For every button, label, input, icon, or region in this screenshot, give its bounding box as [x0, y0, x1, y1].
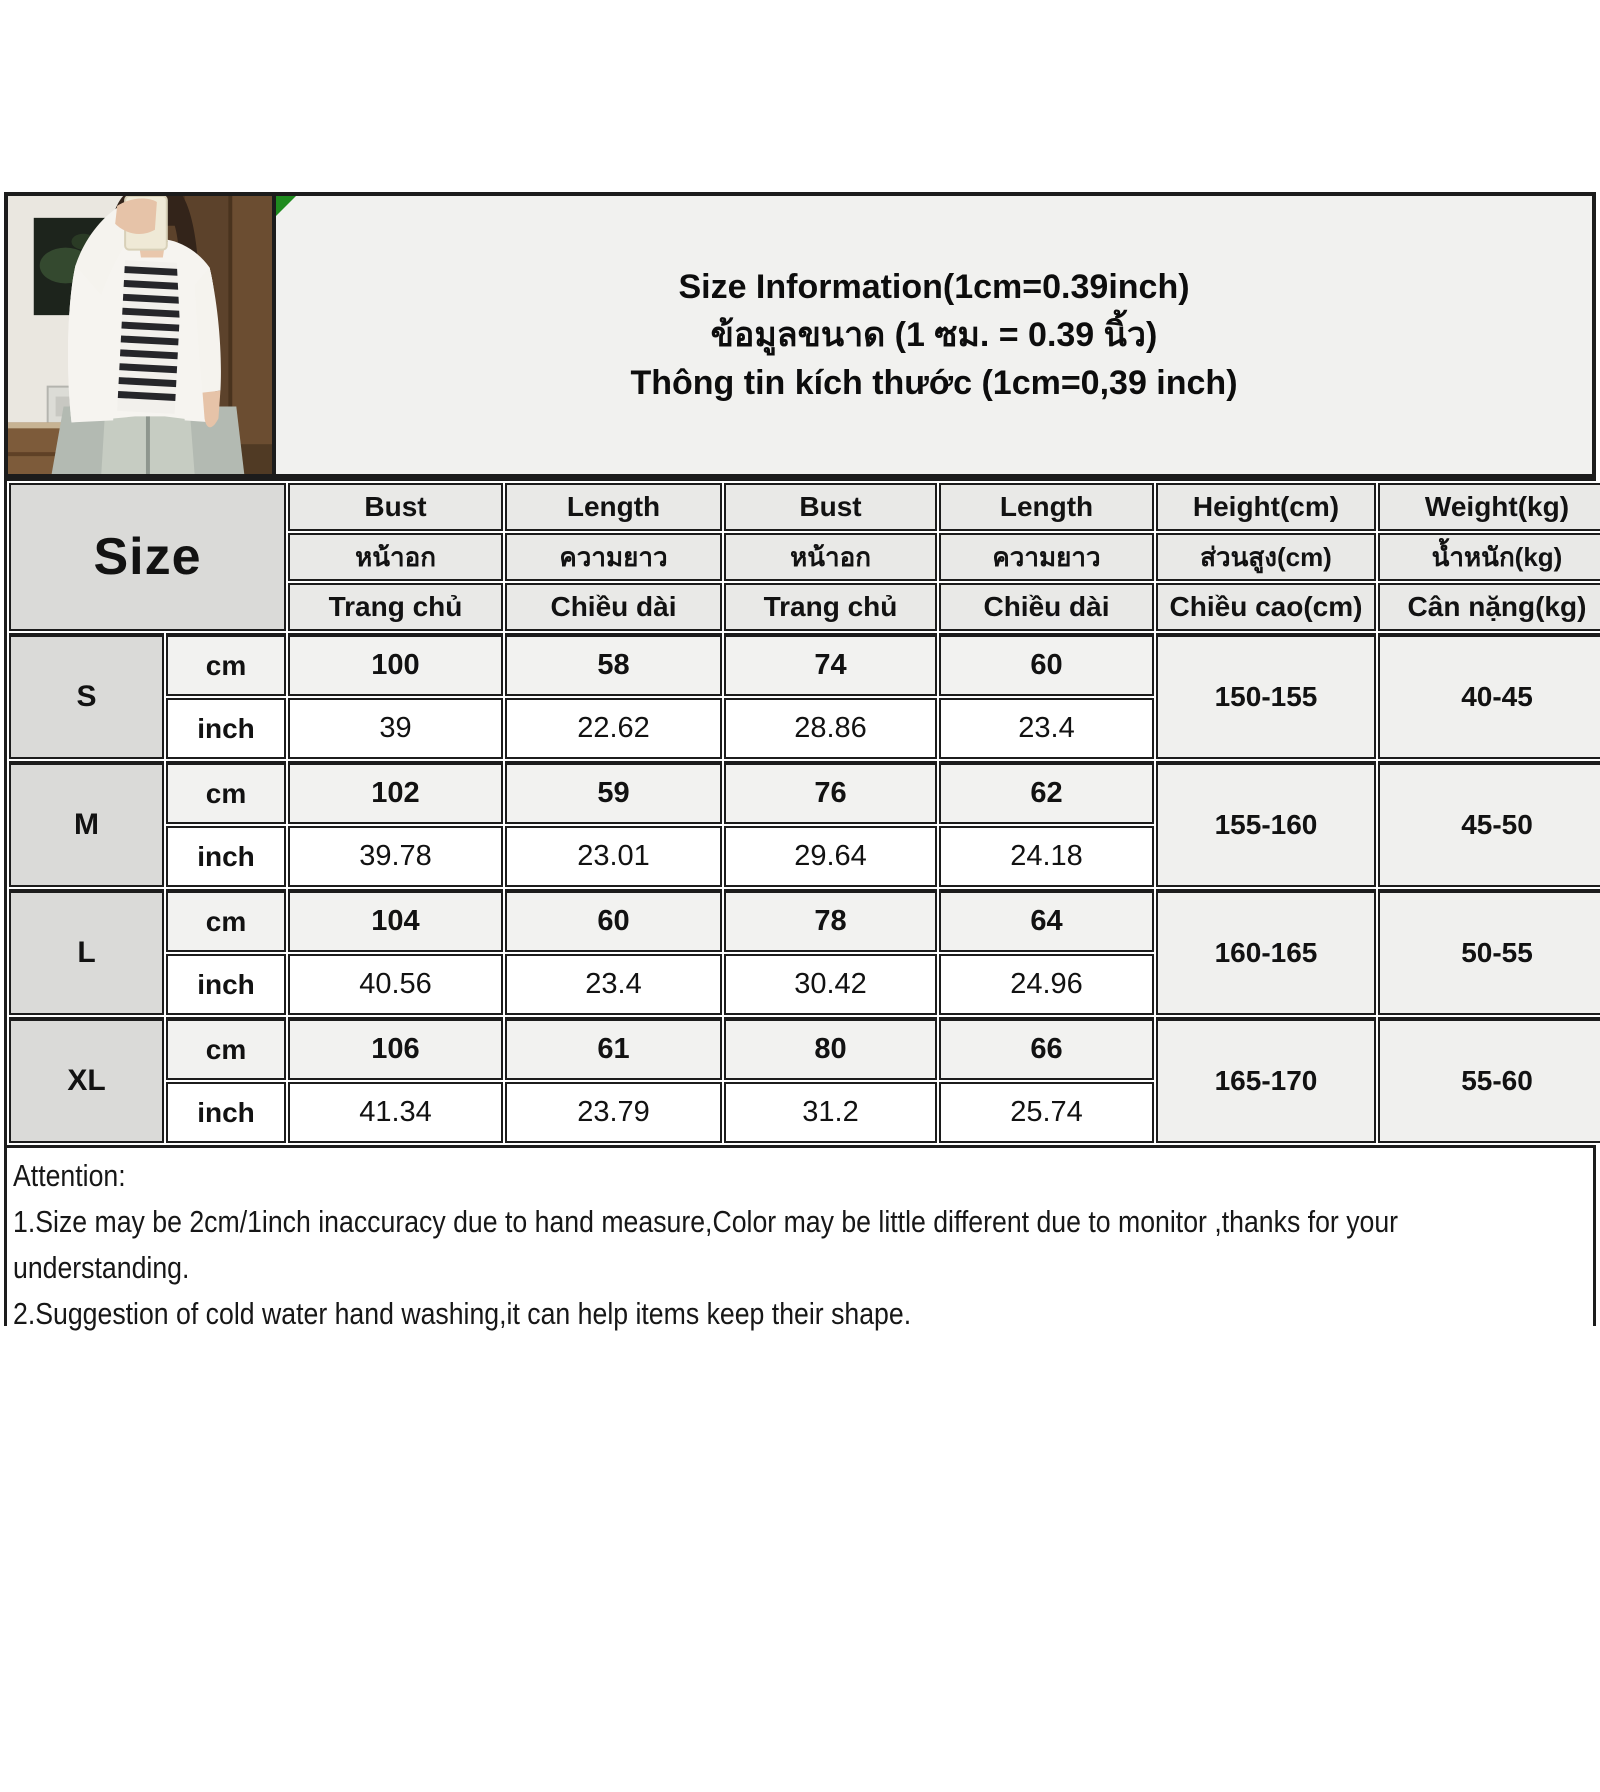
xl-inch-bust1: 41.34 — [288, 1082, 503, 1143]
l-unit-cm: cm — [166, 889, 286, 952]
product-photo — [4, 192, 276, 478]
m-cm-bust2: 76 — [724, 761, 937, 824]
size-table — [7, 481, 1600, 1145]
m-inch-length2: 24.18 — [939, 826, 1154, 887]
product-photo-illustration — [8, 196, 272, 474]
l-inch-bust2: 30.42 — [724, 954, 937, 1015]
l-cm-length1: 60 — [505, 889, 722, 952]
m-inch-bust1: 39.78 — [288, 826, 503, 887]
s-unit-cm: cm — [166, 633, 286, 696]
s-height: 150-155 — [1156, 633, 1376, 759]
s-cm-length1: 58 — [505, 633, 722, 696]
xl-cm-length1: 61 — [505, 1017, 722, 1080]
l-cm-bust1: 104 — [288, 889, 503, 952]
attention-title: Attention: — [13, 1158, 126, 1193]
m-cm-bust1: 102 — [288, 761, 503, 824]
m-weight: 45-50 — [1378, 761, 1600, 887]
xl-unit-inch: inch — [166, 1082, 286, 1143]
l-inch-bust1: 40.56 — [288, 954, 503, 1015]
row-xl-cm — [9, 1017, 1600, 1080]
attention-note-2: 2.Suggestion of cold water hand washing,it can help items keep their shape. — [13, 1296, 912, 1331]
row-s-cm — [9, 633, 1600, 696]
s-inch-length1: 22.62 — [505, 698, 722, 759]
size-l: L — [9, 889, 164, 1015]
xl-inch-length1: 23.79 — [505, 1082, 722, 1143]
m-unit-inch: inch — [166, 826, 286, 887]
l-height: 160-165 — [1156, 889, 1376, 1015]
col-bust2-th: หน้าอก — [724, 533, 937, 581]
xl-inch-length2: 25.74 — [939, 1082, 1154, 1143]
l-inch-length2: 24.96 — [939, 954, 1154, 1015]
xl-weight: 55-60 — [1378, 1017, 1600, 1143]
col-bust1-th: หน้าอก — [288, 533, 503, 581]
col-weight-th: น้ำหนัก(kg) — [1378, 533, 1600, 581]
xl-height: 165-170 — [1156, 1017, 1376, 1143]
col-length2-vi: Chiều dài — [939, 583, 1154, 631]
xl-cm-bust2: 80 — [724, 1017, 937, 1080]
s-unit-inch: inch — [166, 698, 286, 759]
attention-note-1: 1.Size may be 2cm/1inch inaccuracy due to hand measure,Color may be little different due to monitor ,thanks for your — [13, 1204, 1399, 1239]
s-weight: 40-45 — [1378, 633, 1600, 759]
col-weight-vi: Cân nặng(kg) — [1378, 583, 1600, 631]
col-length1-en: Length — [505, 483, 722, 531]
top-band — [4, 192, 1596, 478]
col-weight-en: Weight(kg) — [1378, 483, 1600, 531]
s-cm-length2: 60 — [939, 633, 1154, 696]
l-inch-length1: 23.4 — [505, 954, 722, 1015]
col-length1-vi: Chiều dài — [505, 583, 722, 631]
col-bust1-vi: Trang chủ — [288, 583, 503, 631]
m-inch-length1: 23.01 — [505, 826, 722, 887]
xl-unit-cm: cm — [166, 1017, 286, 1080]
col-length2-th: ความยาว — [939, 533, 1154, 581]
size-xl: XL — [9, 1017, 164, 1143]
row-m-cm — [9, 761, 1600, 824]
s-cm-bust2: 74 — [724, 633, 937, 696]
col-height-th: ส่วนสูง(cm) — [1156, 533, 1376, 581]
m-unit-cm: cm — [166, 761, 286, 824]
size-header-cell: Size — [9, 483, 286, 631]
striped-top — [117, 260, 182, 414]
m-cm-length2: 62 — [939, 761, 1154, 824]
col-height-vi: Chiều cao(cm) — [1156, 583, 1376, 631]
l-weight: 50-55 — [1378, 889, 1600, 1015]
green-corner-marker-icon — [276, 196, 296, 216]
title-en: Size Information(1cm=0.39inch) — [678, 268, 1190, 306]
row-l-cm — [9, 889, 1600, 952]
attention-note-1-cont: understanding. — [13, 1250, 190, 1285]
xl-cm-length2: 66 — [939, 1017, 1154, 1080]
col-bust2-vi: Trang chủ — [724, 583, 937, 631]
l-cm-bust2: 78 — [724, 889, 937, 952]
col-height-en: Height(cm) — [1156, 483, 1376, 531]
hand — [115, 198, 157, 233]
m-height: 155-160 — [1156, 761, 1376, 887]
s-inch-length2: 23.4 — [939, 698, 1154, 759]
col-bust1-en: Bust — [288, 483, 503, 531]
l-cm-length2: 64 — [939, 889, 1154, 952]
size-m: M — [9, 761, 164, 887]
size-s: S — [9, 633, 164, 759]
col-length1-th: ความยาว — [505, 533, 722, 581]
xl-inch-bust2: 31.2 — [724, 1082, 937, 1143]
s-inch-bust2: 28.86 — [724, 698, 937, 759]
xl-cm-bust1: 106 — [288, 1017, 503, 1080]
size-info-header — [276, 192, 1596, 478]
m-cm-length1: 59 — [505, 761, 722, 824]
col-bust2-en: Bust — [724, 483, 937, 531]
title-vi: Thông tin kích thước (1cm=0,39 inch) — [630, 364, 1238, 402]
title-th: ข้อมูลขนาด (1 ซม. = 0.39 นิ้ว) — [710, 316, 1158, 354]
col-length2-en: Length — [939, 483, 1154, 531]
s-cm-bust1: 100 — [288, 633, 503, 696]
l-unit-inch: inch — [166, 954, 286, 1015]
s-inch-bust1: 39 — [288, 698, 503, 759]
m-inch-bust2: 29.64 — [724, 826, 937, 887]
size-chart-page — [4, 192, 1596, 1331]
size-table-frame — [4, 478, 1596, 1148]
header-row-en — [9, 483, 1600, 531]
attention-notes — [4, 1148, 1596, 1331]
